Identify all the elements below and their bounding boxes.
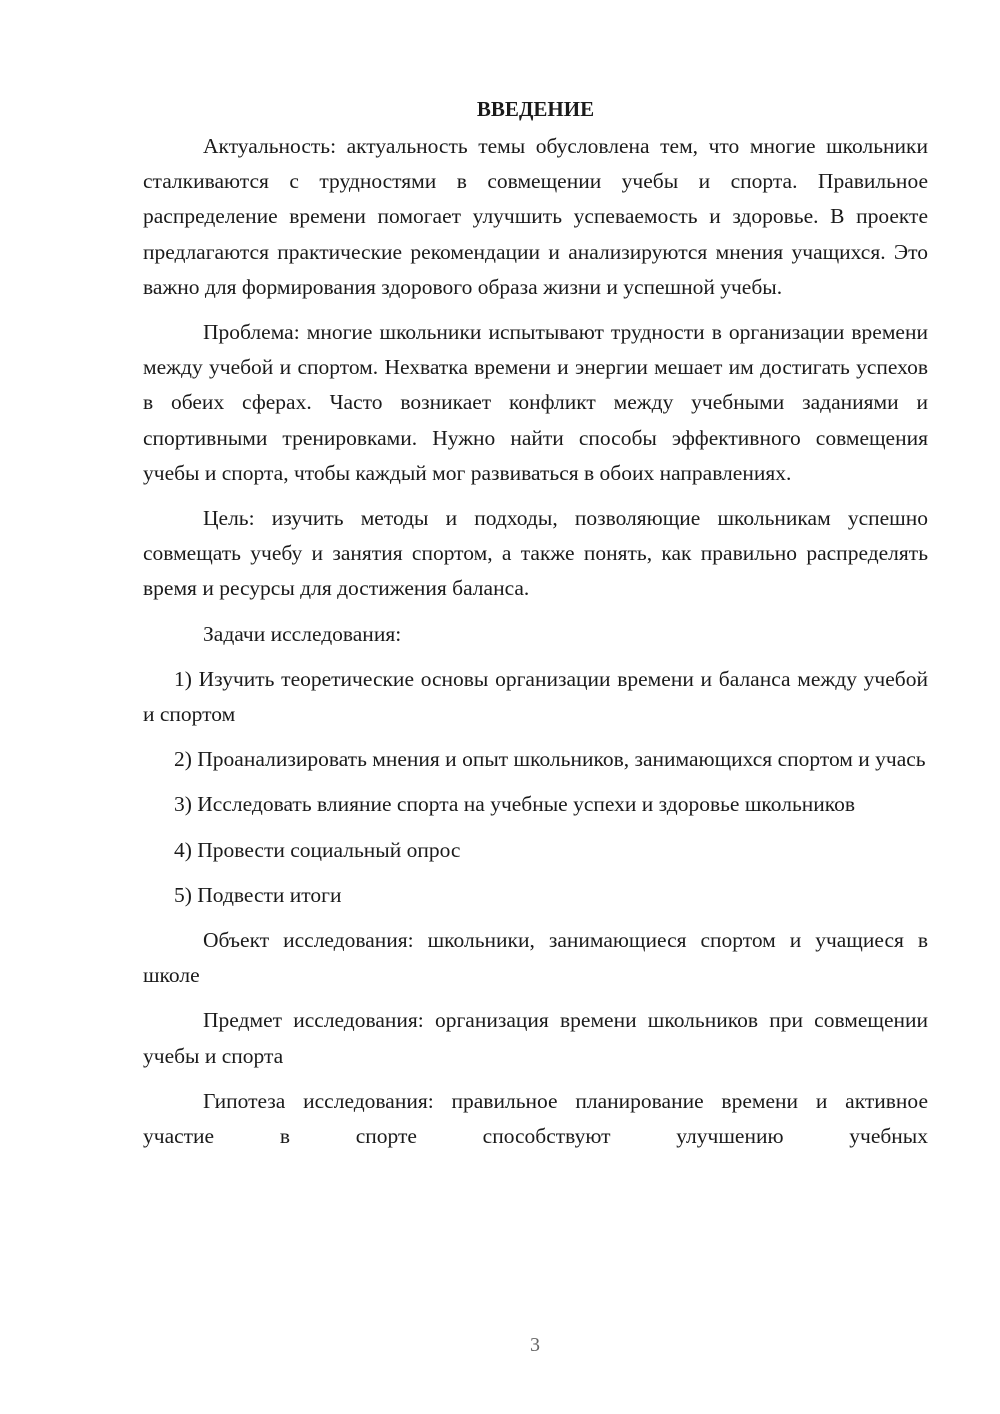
tasks-heading: Задачи исследования: [203,621,402,646]
hypothesis-paragraph: Гипотеза исследования: правильное планирование времени и активное участие в спорте способствуют улучшению учебных [143,1088,928,1149]
task-item-1: 1) Изучить теоретические основы организации времени и баланса между учебой и спортом [143,666,928,727]
task-item-3: 3) Исследовать влияние спорта на учебные успехи и здоровье школьников [174,792,856,817]
task-item-5: 5) Подвести итоги [174,882,342,907]
task-item-4: 4) Провести социальный опрос [174,837,461,862]
document-title: ВВЕДЕНИЕ [476,97,595,121]
page-number: 3 [530,1334,540,1356]
relevance-paragraph: Актуальность: актуальность темы обусловлена тем, что многие школьники сталкиваются с трудностями в совмещении учебы и спорта. Правильное распределение времени помогает улучшить успеваемость и здоровье. В проекте предлагаются практические рекомендации и анализируются мнения учащихся. Это важно для формирования здорового образа жизни и успешной учебы. [143,134,928,299]
problem-paragraph: Проблема: многие школьники испытывают трудности в организации времени между учебой и спортом. Нехватка времени и энергии мешает им достигать успехов в обеих сферах. Часто возникает конфликт между учебными заданиями и спортивными тренировками. Нужно найти способы эффективного совмещения учебы и спорта, чтобы каждый мог развиваться в обоих направлениях. [143,320,928,485]
object-paragraph: Объект исследования: школьники, занимающиеся спортом и учащиеся в школе [143,928,928,988]
document-page [143,92,928,1164]
task-item-2: 2) Проанализировать мнения и опыт школьников, занимающихся спортом и учась [174,747,926,772]
goal-paragraph: Цель: изучить методы и подходы, позволяющие школьникам успешно совмещать учебу и занятия спортом, а также понять, как правильно распределять время и ресурсы для достижения баланса. [143,506,928,601]
subject-paragraph: Предмет исследования: организация времени школьников при совмещении учебы и спорта [143,1008,928,1068]
